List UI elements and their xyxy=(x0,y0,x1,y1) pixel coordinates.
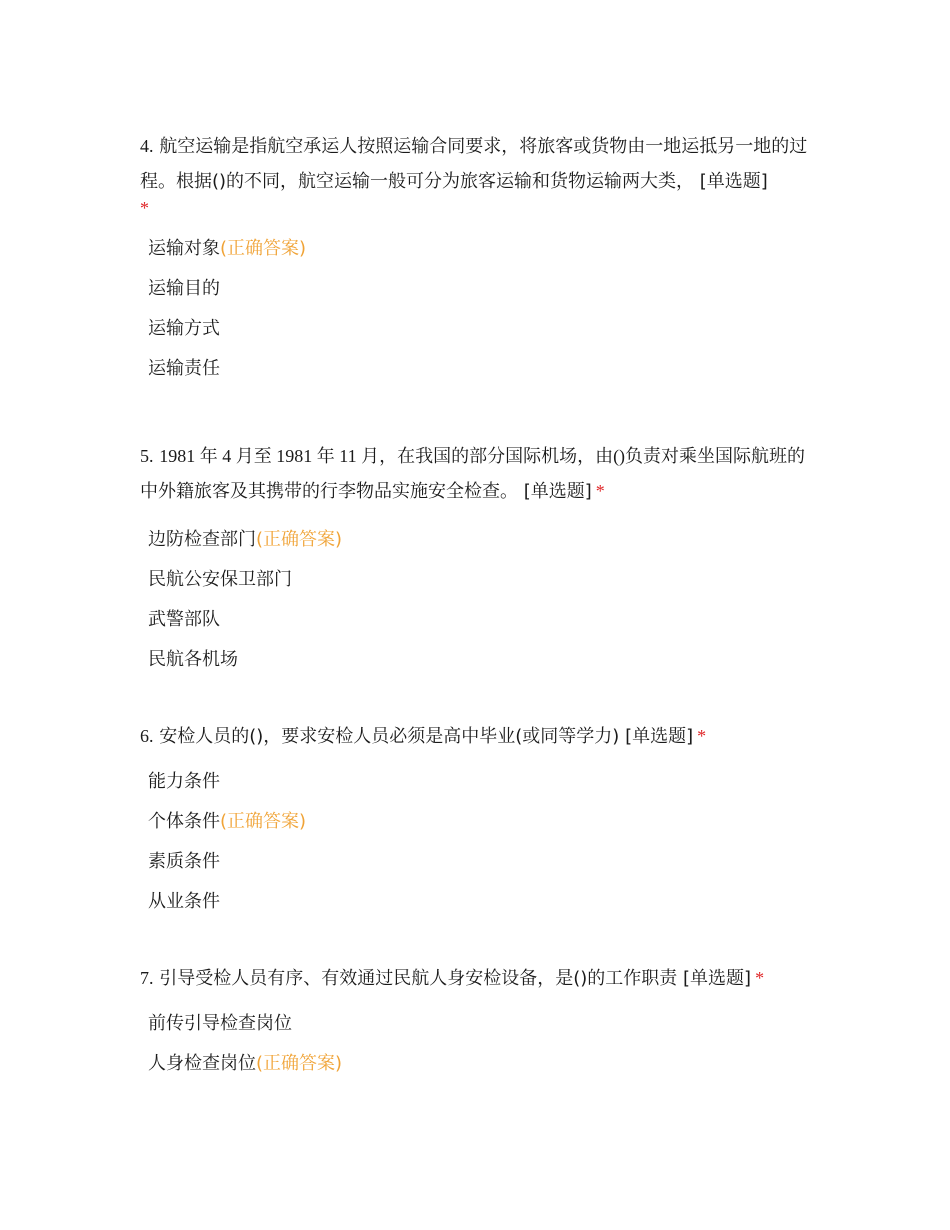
question-type-label: [单选题] xyxy=(699,171,768,192)
option-item[interactable] xyxy=(148,882,820,922)
question-number: 7. xyxy=(140,968,154,988)
question-number: 4. xyxy=(140,136,154,156)
option-label: 民航公安保卫部门 xyxy=(148,569,292,590)
question-type-label: [单选题] xyxy=(523,481,592,502)
question-title xyxy=(140,719,820,754)
option-label: 边防检查部门 xyxy=(148,529,256,550)
option-list xyxy=(148,762,820,922)
option-label: 能力条件 xyxy=(148,771,220,792)
required-mark: * xyxy=(755,968,765,988)
question-5 xyxy=(140,439,820,680)
option-label: 运输方式 xyxy=(148,318,220,339)
question-number: 6. xyxy=(140,726,154,746)
option-item[interactable] xyxy=(148,309,820,349)
option-item[interactable] xyxy=(148,520,820,560)
correct-answer-label: (正确答案) xyxy=(256,1053,343,1074)
option-label: 武警部队 xyxy=(148,609,220,630)
required-mark: * xyxy=(595,481,605,501)
option-item[interactable] xyxy=(148,269,820,309)
option-label: 运输责任 xyxy=(148,358,220,379)
option-item[interactable] xyxy=(148,1044,820,1084)
option-item[interactable] xyxy=(148,1004,820,1044)
required-mark: * xyxy=(140,198,149,218)
option-item[interactable] xyxy=(148,349,820,389)
option-list xyxy=(148,1004,820,1084)
question-title xyxy=(140,129,820,217)
question-text: 引导受检人员有序、有效通过民航人身安检设备，是()的工作职责 xyxy=(159,968,678,989)
option-label: 从业条件 xyxy=(148,891,220,912)
question-title xyxy=(140,439,820,509)
option-label: 人身检查岗位 xyxy=(148,1053,256,1074)
option-label: 运输对象 xyxy=(148,238,220,259)
option-list xyxy=(148,520,820,680)
question-6 xyxy=(140,719,820,922)
option-item[interactable] xyxy=(148,560,820,600)
option-item[interactable] xyxy=(148,842,820,882)
option-item[interactable] xyxy=(148,640,820,680)
option-list xyxy=(148,229,820,389)
option-label: 个体条件 xyxy=(148,811,220,832)
option-label: 素质条件 xyxy=(148,851,220,872)
question-text: 安检人员的()，要求安检人员必须是高中毕业(或同等学力) xyxy=(159,726,620,747)
option-item[interactable] xyxy=(148,762,820,802)
question-text: 航空运输是指航空承运人按照运输合同要求，将旅客或货物由一地运抵另一地的过程。根据()的不同，航空运输一般可分为旅客运输和货物运输两大类， xyxy=(140,136,808,192)
option-label: 前传引导检查岗位 xyxy=(148,1013,292,1034)
option-label: 民航各机场 xyxy=(148,649,238,670)
required-mark: * xyxy=(697,726,707,746)
question-type-label: [单选题] xyxy=(683,968,752,989)
correct-answer-label: (正确答案) xyxy=(256,529,343,550)
question-7 xyxy=(140,961,820,1084)
option-item[interactable] xyxy=(148,802,820,842)
correct-answer-label: (正确答案) xyxy=(220,238,307,259)
question-type-label: [单选题] xyxy=(625,726,694,747)
question-title xyxy=(140,961,820,996)
option-item[interactable] xyxy=(148,229,820,269)
option-label: 运输目的 xyxy=(148,278,220,299)
question-number: 5. xyxy=(140,446,154,466)
correct-answer-label: (正确答案) xyxy=(220,811,307,832)
question-4 xyxy=(140,129,820,389)
question-text: 1981 年 4 月至 1981 年 11 月，在我国的部分国际机场，由()负责对乘坐国际航班的中外籍旅客及其携带的行李物品实施安全检查。 xyxy=(140,446,806,501)
option-item[interactable] xyxy=(148,600,820,640)
